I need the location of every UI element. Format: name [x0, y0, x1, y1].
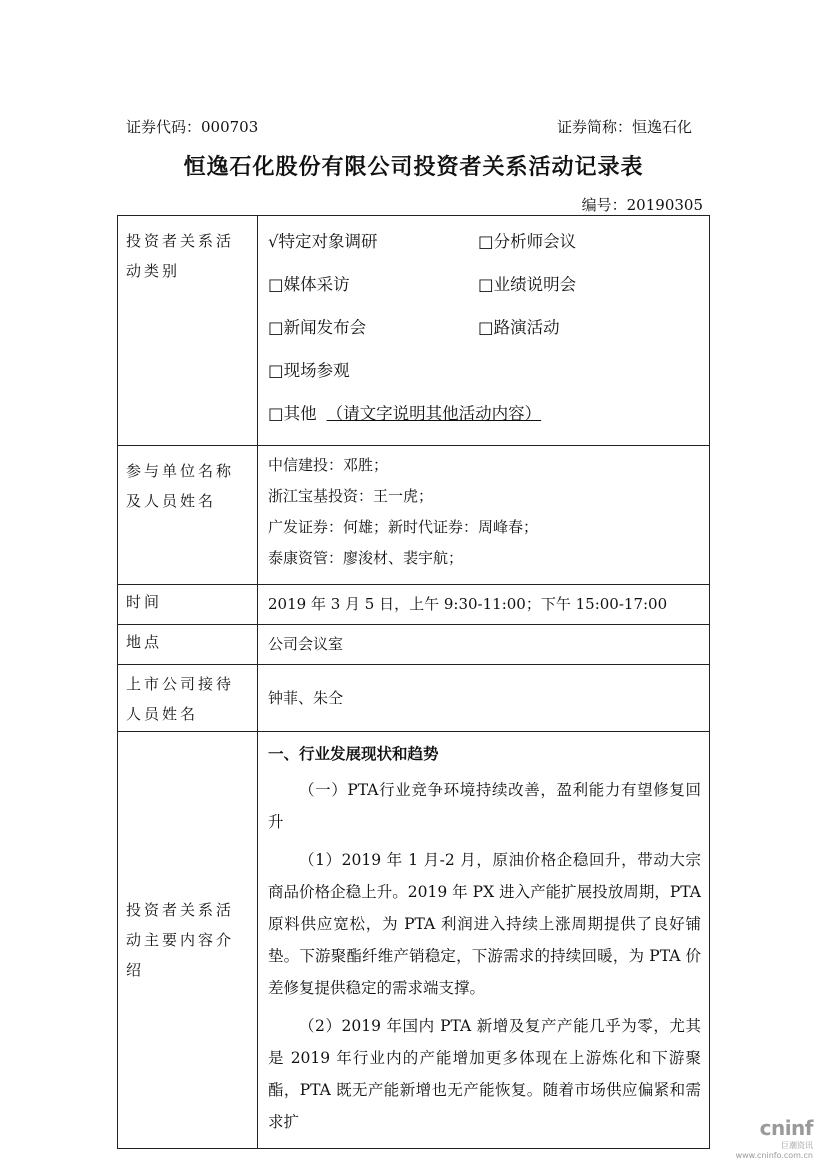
participants-label: 参与单位名称及人员姓名: [118, 446, 258, 585]
document-title: 恒逸石化股份有限公司投资者关系活动记录表: [183, 154, 644, 180]
option-specific-research[interactable]: √特定对象调研: [268, 232, 378, 251]
time-label: 时间: [118, 585, 258, 625]
option-other[interactable]: [268, 398, 701, 441]
receptionists-text: 钟菲、朱仝: [268, 688, 344, 707]
content-value: [258, 732, 710, 1149]
receptionists-label: 上市公司接待人员姓名: [118, 665, 258, 732]
time-value: [258, 585, 710, 625]
row-time: [118, 585, 710, 625]
option-other-note: （请文字说明其他活动内容）: [326, 404, 542, 423]
cninfo-logo-text: cninf: [759, 1116, 813, 1140]
content-paragraph: （1）2019 年 1 月-2 月，原油价格企稳回升，带动大宗商品价格企稳上升。2019 年 PX 进入产能扩展投放周期，PTA 原料供应宽松，为 PTA 利润进入持续上涨周期提供了良好铺垫。下游聚酯纤维产销稳定，下游需求的持续回暖，为 PTA 价差修复提供稳定的需求端支撑。: [268, 851, 701, 997]
stock-abbreviation: 证券简称：恒逸石化: [556, 118, 692, 136]
cninfo-watermark: [736, 1116, 813, 1160]
option-press-conference[interactable]: □新闻发布会: [268, 318, 367, 337]
option-media-interview[interactable]: □媒体采访: [268, 275, 350, 294]
location-label: 地点: [118, 625, 258, 665]
content-paragraph: （一）PTA行业竞争环境持续改善，盈利能力有望修复回升: [268, 781, 701, 831]
option-roadshow[interactable]: □路演活动: [478, 318, 560, 337]
participants-value: [258, 446, 710, 585]
section-heading: 一、行业发展现状和趋势: [268, 744, 439, 763]
location-value: [258, 625, 710, 665]
activity-type-label: 投资者关系活动类别: [118, 216, 258, 446]
receptionists-value: [258, 665, 710, 732]
participant-line: 中信建投：邓胜；: [268, 456, 389, 474]
row-activity-type: [118, 216, 710, 446]
participant-line: 泰康资管：廖浚材、裴宇航；: [268, 549, 464, 567]
location-text: 公司会议室: [268, 635, 344, 653]
participant-line: 浙江宝基投资：王一虎；: [268, 487, 434, 505]
row-content: [118, 732, 710, 1149]
activity-type-options: [258, 216, 710, 446]
content-paragraph: （2）2019 年国内 PTA 新增及复产产能几乎为零，尤其是 2019 年行业内的产能增加更多体现在上游炼化和下游聚酯，PTA 既无产能新增也无产能恢复。随着市场供应偏紧和需求扩: [268, 1017, 701, 1131]
cninfo-logo-subtitle: 巨潮资讯: [781, 1141, 813, 1150]
time-text: 2019 年 3 月 5 日，上午 9:30-11:00；下午 15:00-17:00: [268, 595, 668, 613]
row-location: [118, 625, 710, 665]
record-table: [117, 215, 710, 1149]
option-analyst-meeting[interactable]: □分析师会议: [478, 232, 577, 251]
content-label: 投资者关系活动主要内容介绍: [118, 732, 258, 1149]
cninfo-url: www.cninfo.com.cn: [735, 1151, 813, 1160]
participant-line: 广发证券：何雄；新时代证券：周峰春；: [268, 518, 539, 536]
stock-code: 证券代码：000703: [126, 118, 259, 136]
row-receptionists: [118, 665, 710, 732]
serial-number: 编号：20190305: [581, 196, 703, 214]
option-other-label: □其他: [268, 404, 317, 423]
row-participants: [118, 446, 710, 585]
option-results-briefing[interactable]: □业绩说明会: [478, 275, 577, 294]
option-site-visit[interactable]: □现场参观: [268, 361, 350, 380]
